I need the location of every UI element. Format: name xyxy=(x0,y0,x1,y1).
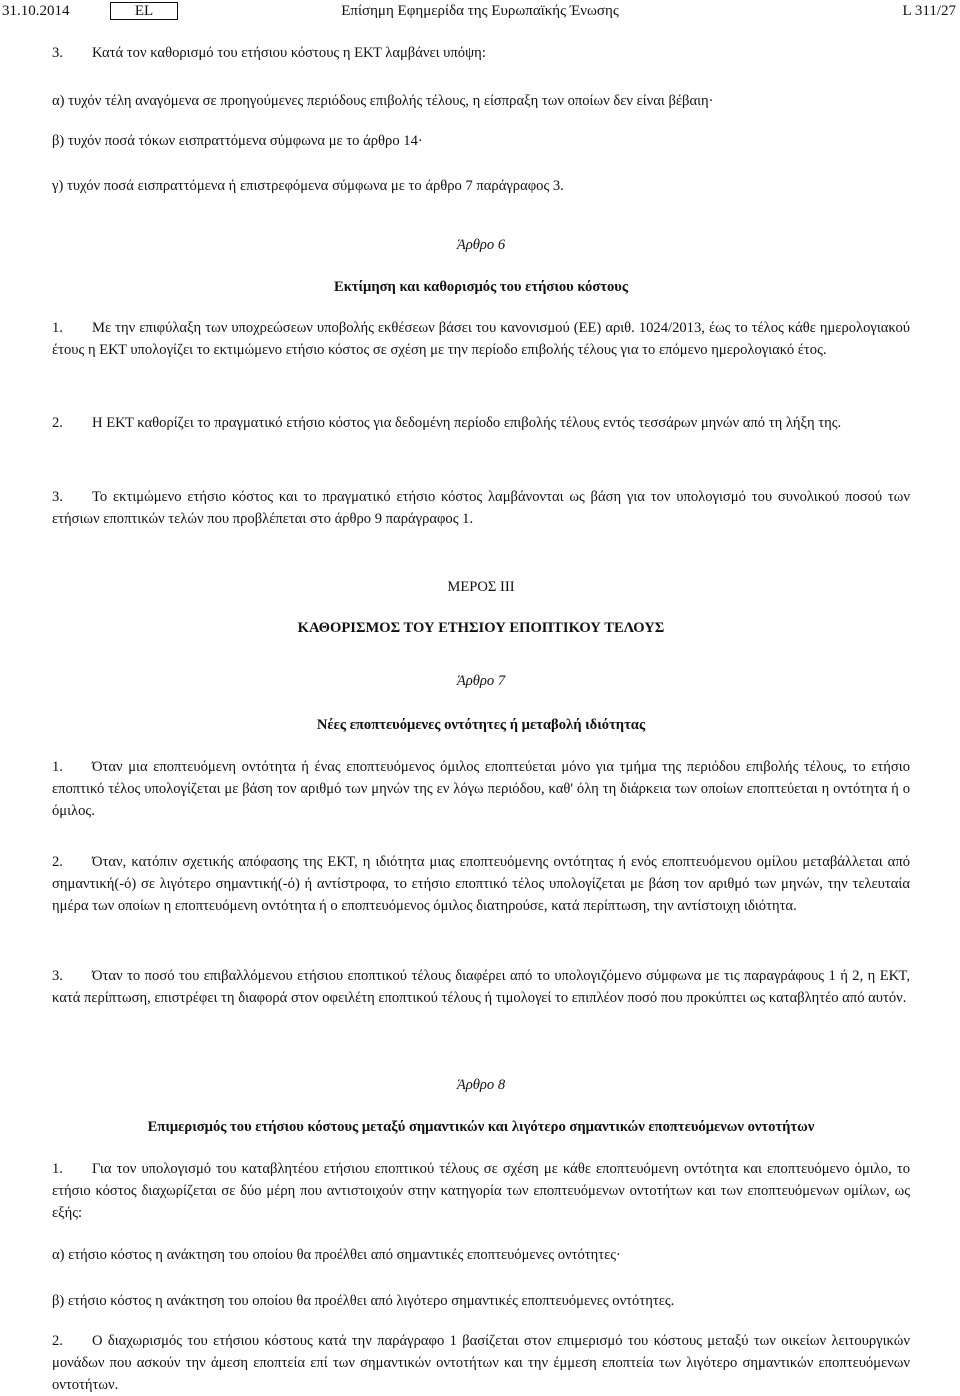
part-3-heading: ΜΕΡΟΣ III xyxy=(447,579,515,595)
paragraph-text: Όταν μια εποπτευόμενη οντότητα ή ένας εποπτευόμενος όμιλος εποπτεύεται μόνο για τμήμα της περιόδου επιβολής τέλους, το ετήσιο εποπτικό τέλος υπολογίζεται με βάση τον αριθμό των μηνών της εν λόγω περιόδου, καθ' όλη τη διάρκεια των οποίων εποπτεύεται η οντότητα ή ο όμιλος. xyxy=(52,759,910,819)
article-8-paragraph-2 xyxy=(52,1330,910,1396)
part-3-title: ΚΑΘΟΡΙΣΜΟΣ ΤΟΥ ΕΤΗΣΙΟΥ ΕΠΟΠΤΙΚΟΥ ΤΕΛΟΥΣ xyxy=(297,620,665,636)
journal-header xyxy=(0,0,960,24)
paragraph-number: 1. xyxy=(52,1161,63,1177)
header-date: 31.10.2014 xyxy=(2,3,70,19)
article-6-title: Εκτίμηση και καθορισμός του ετήσιου κόστους xyxy=(333,279,629,295)
paragraph-text: Η ΕΚΤ καθορίζει το πραγματικό ετήσιο κόστος για δεδομένη περίοδο επιβολής τέλους εντός τεσσάρων μηνών από τη λήξη της. xyxy=(92,415,842,431)
article-6-heading: Άρθρο 6 xyxy=(456,237,506,253)
paragraph-text: Όταν, κατόπιν σχετικής απόφασης της ΕΚΤ, η ιδιότητα μιας εποπτευόμενης οντότητας ή ενός εποπτευόμενου ομίλου μεταβάλλεται από σημαντική(-ό) σε λιγότερο σημαντική(-ό) ή αντίστροφα, το ετήσιο εποπτικό τέλος υπολογίζεται με βάση τον αριθμό των μηνών, την τελευταία ημέρα των οποίων η εποπτευόμενη οντότητα ή ο εποπτευόμενος όμιλος διατηρούσε, κατά περίπτωση, την αντίστοιχη ιδιότητα. xyxy=(52,854,910,914)
article-7-paragraph-1 xyxy=(52,756,910,822)
article-6-paragraph-3 xyxy=(52,486,910,530)
list-item-a: α) τυχόν τέλη αναγόμενα σε προηγούμενες περιόδους επιβολής τέλους, η είσπραξη των οποίων δεν είναι βέβαιη· xyxy=(52,93,714,109)
list-item-b: β) τυχόν ποσά τόκων εισπραττόμενα σύμφωνα με το άρθρο 14· xyxy=(52,133,423,149)
paragraph-number: 2. xyxy=(52,415,63,431)
paragraph-number: 3. xyxy=(52,489,63,505)
page-reference: L 311/27 xyxy=(902,3,956,19)
paragraph-text: Όταν το ποσό του επιβαλλόμενου ετήσιου εποπτικού τέλους διαφέρει από το υπολογιζόμενο σύμφωνα με τις παραγράφους 1 ή 2, η ΕΚΤ, κατά περίπτωση, επιστρέφει τη διαφορά στον οφειλέτη εποπτικού τέλους ή τιμολογεί το επιπλέον ποσό που προκύπτει ως καταβλητέο από αυτόν. xyxy=(52,968,910,1006)
paragraph-number: 3. xyxy=(52,45,63,61)
paragraph-number: 2. xyxy=(52,1333,63,1349)
paragraph-number: 1. xyxy=(52,759,63,775)
article-7-heading: Άρθρο 7 xyxy=(456,673,506,689)
list-item-c: γ) τυχόν ποσά εισπραττόμενα ή επιστρεφόμενα σύμφωνα με το άρθρο 7 παράγραφος 3. xyxy=(52,178,564,194)
paragraph-text: Για τον υπολογισμό του καταβλητέου ετήσιου εποπτικού τέλους σε σχέση με κάθε εποπτευόμενη οντότητα και εποπτευόμενο όμιλο, το ετήσιο κόστος διαχωρίζεται σε δύο μέρη που αντιστοιχούν στην κατηγορία των εποπτευόμενων οντοτήτων και των εποπτευόμενων ομίλων, ως εξής: xyxy=(52,1161,910,1221)
article-8-title: Επιμερισμός του ετήσιου κόστους μεταξύ σημαντικών και λιγότερο σημαντικών εποπτευόμενων οντοτήτων xyxy=(147,1119,815,1135)
article-8-list-item-a: α) ετήσιο κόστος η ανάκτηση του οποίου θα προέλθει από σημαντικές εποπτευόμενες οντότητες· xyxy=(52,1247,621,1263)
article-8-paragraph-1 xyxy=(52,1158,910,1224)
article-7-paragraph-2 xyxy=(52,851,910,917)
paragraph-text: Κατά τον καθορισμό του ετήσιου κόστους η ΕΚΤ λαμβάνει υπόψη: xyxy=(92,45,486,61)
paragraph-text: Ο διαχωρισμός του ετήσιου κόστους κατά την παράγραφο 1 βασίζεται στον επιμερισμό του κόστους μεταξύ των οικείων λειτουργικών μονάδων που ασκούν την άμεση εποπτεία επί των σημαντικών οντοτήτων και την έμμεση εποπτεία των λιγότερο σημαντικών εποπτευόμενων οντοτήτων. xyxy=(52,1333,910,1393)
article-8-heading: Άρθρο 8 xyxy=(456,1077,506,1093)
paragraph-number: 2. xyxy=(52,854,63,870)
article-6-paragraph-2 xyxy=(52,412,910,434)
paragraph-text: Το εκτιμώμενο ετήσιο κόστος και το πραγματικό ετήσιο κόστος λαμβάνονται ως βάση για τον υπολογισμό του συνολικού ποσού των ετήσιων εποπτικών τελών που προβλέπεται στο άρθρο 9 παράγραφος 1. xyxy=(52,489,910,527)
paragraph-number: 3. xyxy=(52,968,63,984)
journal-title: Επίσημη Εφημερίδα της Ευρωπαϊκής Ένωσης xyxy=(341,3,619,19)
article-7-paragraph-3 xyxy=(52,965,910,1009)
article-6-paragraph-1 xyxy=(52,317,910,361)
language-badge: EL xyxy=(110,2,178,20)
paragraph-3 xyxy=(52,42,910,64)
paragraph-number: 1. xyxy=(52,320,63,336)
paragraph-text: Με την επιφύλαξη των υποχρεώσεων υποβολής εκθέσεων βάσει του κανονισμού (ΕΕ) αριθ. 1024/2013, έως το τέλος κάθε ημερολογιακού έτους η ΕΚΤ υπολογίζει το εκτιμώμενο ετήσιο κόστος σε σχέση με την περίοδο επιβολής τέλους για το επόμενο ημερολογιακό έτος. xyxy=(52,320,910,358)
article-7-title: Νέες εποπτευόμενες οντότητες ή μεταβολή ιδιότητας xyxy=(316,717,646,733)
article-8-list-item-b: β) ετήσιο κόστος η ανάκτηση του οποίου θα προέλθει από λιγότερο σημαντικές εποπτευόμενες οντότητες. xyxy=(52,1293,675,1309)
